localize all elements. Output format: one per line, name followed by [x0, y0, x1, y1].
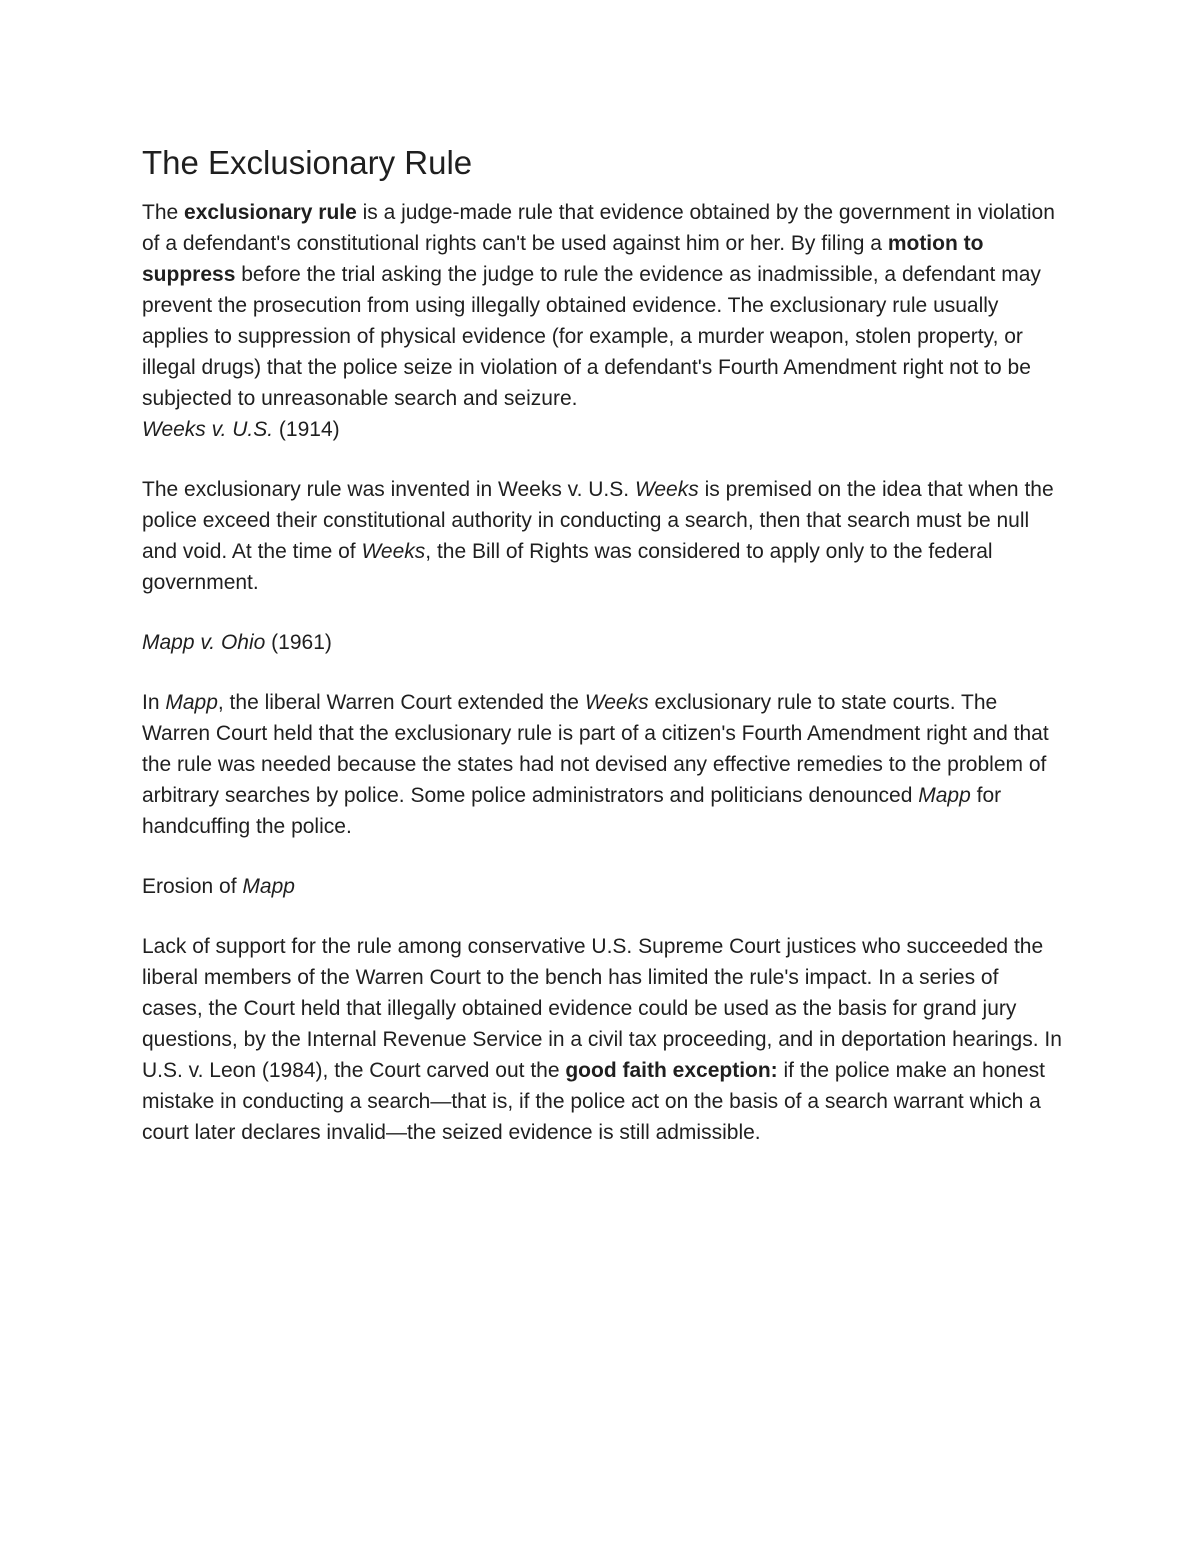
weeks-italic-1: Weeks: [634, 478, 699, 501]
mapp-italic-2: Weeks: [584, 691, 649, 714]
erosion-heading-text: Erosion of: [142, 875, 243, 898]
spacer: [142, 445, 1062, 474]
intro-text-2: is a judge-made rule that evidence obtained by the government in violation of a defendant's constitutional rights can't be used against him or her. By filing a: [142, 201, 1055, 255]
mapp-text-2: , the liberal Warren Court extended the: [217, 691, 585, 714]
intro-text-1: The: [142, 201, 185, 224]
weeks-text-3: , the Bill of Rights was considered to apply only to the federal government.: [142, 540, 993, 594]
spacer: [142, 598, 1062, 627]
document-title: The Exclusionary Rule: [142, 144, 473, 181]
weeks-text-2: is premised on the idea that when the police exceed their constitutional authority in conducting a search, then that search must be null and void. At the time of: [142, 478, 1054, 563]
mapp-paragraph: [142, 687, 1062, 842]
spacer: [142, 842, 1062, 871]
mapp-text-4: for handcuffing the police.: [142, 784, 1002, 838]
intro-paragraph: [142, 197, 1062, 414]
weeks-text-1: The exclusionary rule was invented in Weeks v. U.S.: [142, 478, 635, 501]
mapp-text-3: exclusionary rule to state courts. The Warren Court held that the exclusionary rule is part of a citizen's Fourth Amendment right and that the rule was needed because the states had not devised any effective remedies to the problem of arbitrary searches by police. Some police administrators and politicians denounced: [142, 691, 1049, 807]
weeks-case-name: Weeks v. U.S.: [142, 418, 274, 441]
term-motion-to-suppress: motion to suppress: [142, 232, 984, 286]
erosion-text-1: Lack of support for the rule among conservative U.S. Supreme Court justices who succeeded the liberal members of the Warren Court to the bench has limited the rule's impact. In a series of cases, the Court held that illegally obtained evidence could be used as the basis for grand jury questions, by the Internal Revenue Service in a civil tax proceeding, and in deportation hearings. In U.S. v. Leon (1984), the Court carved out the: [142, 935, 1062, 1082]
term-good-faith-exception: good faith exception:: [565, 1059, 778, 1082]
mapp-italic-3: Mapp: [918, 784, 971, 807]
weeks-italic-2: Weeks: [361, 540, 426, 563]
mapp-heading: [142, 627, 1062, 658]
erosion-text-2: if the police make an honest mistake in conducting a search—that is, if the police act on the basis of a search warrant which a court later declares invalid—the seized evidence is still admissible.: [142, 1059, 1046, 1144]
weeks-paragraph: [142, 474, 1062, 598]
intro-text-3: before the trial asking the judge to rule the evidence as inadmissible, a defendant may prevent the prosecution from using illegally obtained evidence. The exclusionary rule usually applies to suppression of physical evidence (for example, a murder weapon, stolen property, or illegal drugs) that the police seize in violation of a defendant's Fourth Amendment right not to be subjected to unreasonable search and seizure.: [142, 263, 1041, 410]
mapp-case-name: Mapp v. Ohio: [142, 631, 266, 654]
weeks-heading: [142, 414, 1062, 445]
document-page: [142, 143, 1062, 1148]
erosion-heading: [142, 871, 1062, 902]
mapp-italic-1: Mapp: [165, 691, 218, 714]
mapp-text-1: In: [142, 691, 166, 714]
mapp-year: (1961): [265, 631, 332, 654]
spacer: [142, 658, 1062, 687]
term-exclusionary-rule: exclusionary rule: [184, 201, 357, 224]
erosion-heading-case: Mapp: [242, 875, 295, 898]
spacer: [142, 902, 1062, 931]
weeks-year: (1914): [273, 418, 340, 441]
erosion-paragraph: [142, 931, 1062, 1148]
